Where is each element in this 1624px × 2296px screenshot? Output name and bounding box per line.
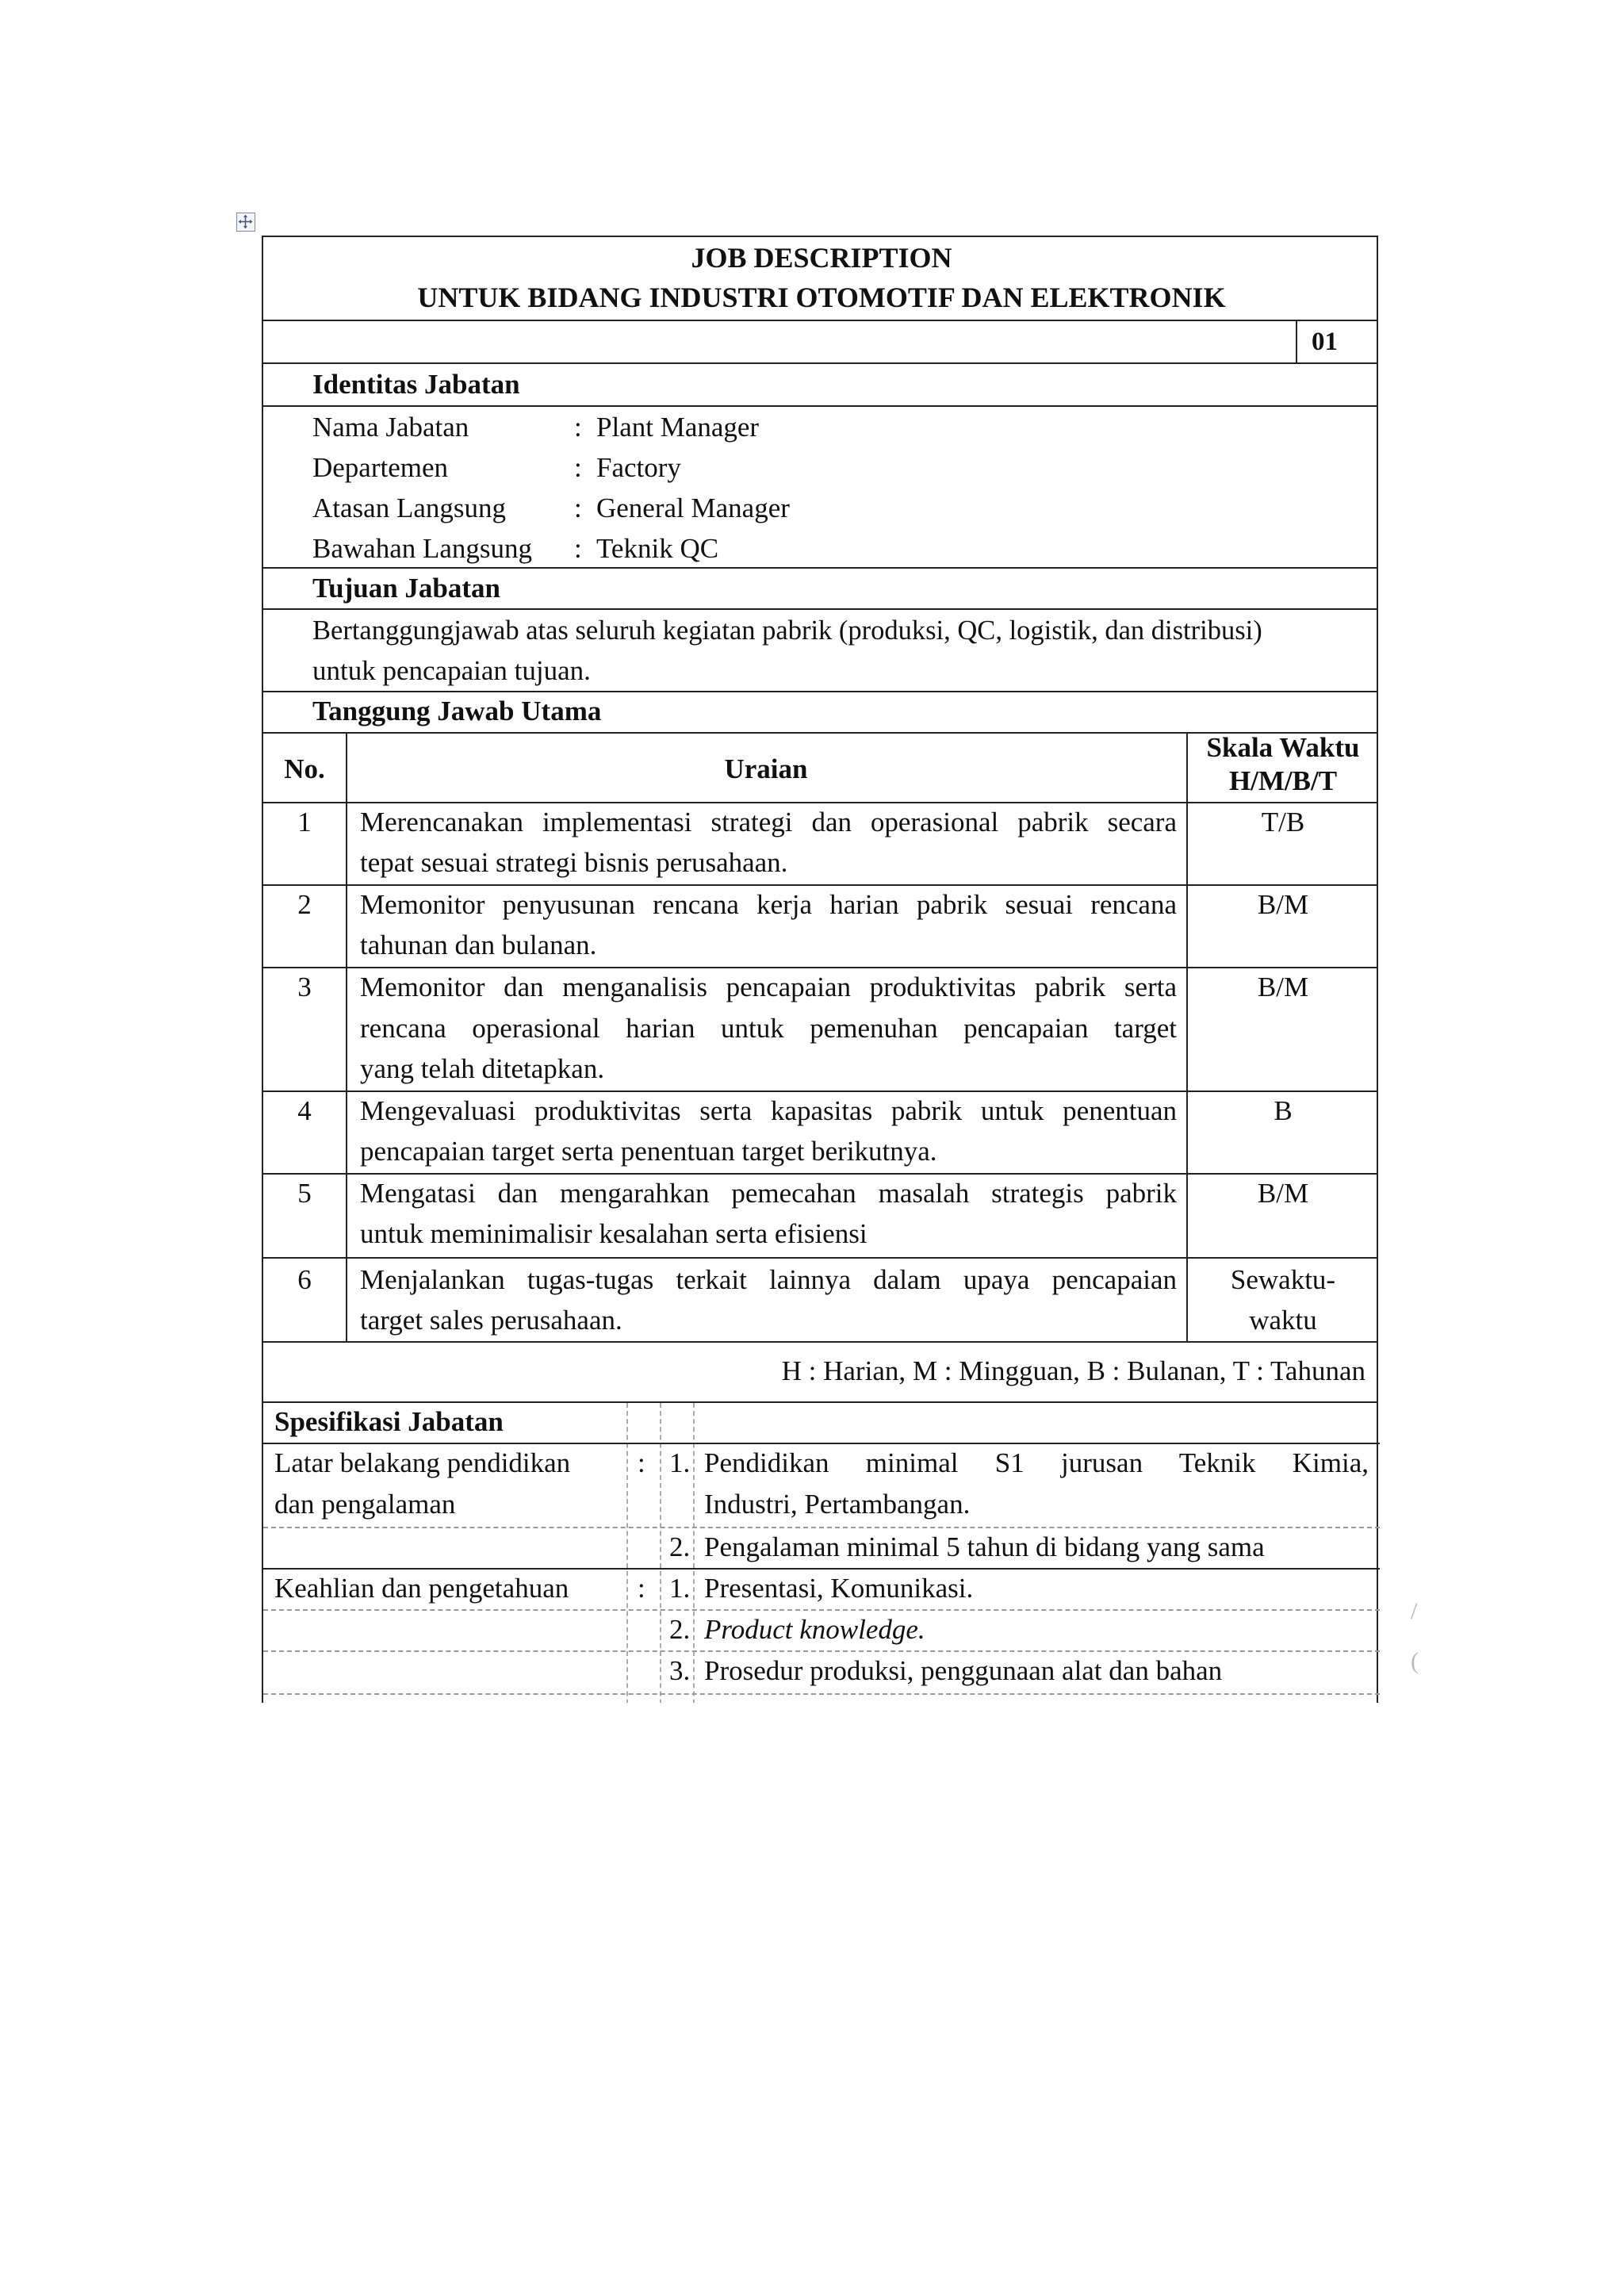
row-text: target sales perusahaan. (360, 1305, 622, 1336)
table-row (262, 1257, 1378, 1343)
row-text: Mengatasi dan mengarahkan pemecahan masalah strategis pabrik (360, 1178, 1177, 1209)
row-number: 4 (297, 1095, 312, 1126)
job-description-document (262, 236, 1380, 1703)
spec-item-number: 2. (669, 1614, 691, 1645)
identitas-heading-row (262, 362, 1378, 407)
spec-colon: : (638, 1573, 645, 1604)
row-text: Menjalankan tugas-tugas terkait lainnya dalam upaya pencapaian (360, 1264, 1177, 1295)
spesifikasi-section (262, 1401, 1378, 1703)
header-uraian: Uraian (724, 753, 808, 784)
row-text: pencapaian target serta penentuan target berikutnya. (360, 1136, 937, 1167)
header-no: No. (284, 753, 325, 784)
field-label: Atasan Langsung (312, 493, 506, 523)
header-skala: Skala Waktu (1206, 732, 1360, 763)
spec-item-number: 1. (669, 1447, 691, 1478)
spec-item-text: Industri, Pertambangan. (704, 1489, 971, 1520)
row-text: Merencanakan implementasi strategi dan operasional pabrik secara (360, 807, 1177, 838)
time-scale-legend: H : Harian, M : Mingguan, B : Bulanan, T : Tahunan (781, 1355, 1365, 1386)
spec-item-text: Pendidikan minimal S1 jurusan Teknik Kimia, (704, 1447, 1369, 1478)
row-text: rencana operasional harian untuk pemenuhan pencapaian target (360, 1013, 1177, 1044)
table-row (262, 884, 1378, 968)
field-label: Bawahan Langsung (312, 533, 533, 564)
row-text: yang telah ditetapkan. (360, 1053, 605, 1084)
spesifikasi-heading: Spesifikasi Jabatan (274, 1406, 504, 1437)
row-text: Mengevaluasi produktivitas serta kapasitas pabrik untuk penentuan (360, 1095, 1177, 1126)
tujuan-heading-row (262, 567, 1378, 610)
row-number: 3 (297, 972, 312, 1002)
row-text: Memonitor penyusunan rencana kerja harian pabrik sesuai rencana (360, 889, 1177, 920)
row-text: tepat sesuai strategi bisnis perusahaan. (360, 847, 788, 878)
field-colon: : (574, 452, 582, 483)
row-text: tahunan dan bulanan. (360, 930, 597, 960)
row-text: Memonitor dan menganalisis pencapaian produktivitas pabrik serta (360, 972, 1177, 1002)
row-number: 2 (297, 889, 312, 920)
identitas-fields (262, 405, 1378, 569)
field-colon: : (574, 533, 582, 564)
spec-item-text: Presentasi, Komunikasi. (704, 1573, 974, 1604)
legend-row (262, 1341, 1378, 1403)
tanggung-jawab-header-row (262, 732, 1378, 803)
spec-item-text: Pengalaman minimal 5 tahun di bidang yang sama (704, 1531, 1265, 1562)
doc-title: JOB DESCRIPTION (691, 242, 952, 274)
identitas-heading: Identitas Jabatan (312, 369, 520, 400)
row-skala: B/M (1257, 1178, 1309, 1209)
spec-colon: : (638, 1447, 645, 1478)
row-skala: B/M (1257, 972, 1309, 1002)
field-value: Plant Manager (596, 412, 760, 443)
table-row (262, 1091, 1378, 1175)
row-skala: T/B (1261, 807, 1305, 838)
tujuan-line: untuk pencapaian tujuan. (312, 655, 591, 686)
row-number: 5 (297, 1178, 312, 1209)
spec-label: dan pengalaman (274, 1489, 456, 1520)
field-value: General Manager (596, 493, 790, 523)
margin-mark: ( (1411, 1648, 1419, 1674)
table-row (262, 1173, 1378, 1259)
table-row (262, 967, 1378, 1092)
tanggung-jawab-heading: Tanggung Jawab Utama (312, 696, 602, 726)
field-value: Teknik QC (596, 533, 719, 564)
row-number: 6 (297, 1264, 312, 1295)
table-move-handle[interactable] (236, 213, 255, 232)
field-colon: : (574, 493, 582, 523)
field-colon: : (574, 412, 582, 443)
row-skala: Sewaktu- (1230, 1264, 1336, 1295)
spec-item-text: Prosedur produksi, penggunaan alat dan bahan (704, 1655, 1223, 1686)
spec-item-text: Product knowledge. (704, 1614, 925, 1645)
spec-item-number: 3. (669, 1655, 691, 1686)
row-skala: waktu (1249, 1305, 1317, 1336)
title-block (262, 236, 1378, 321)
field-label: Nama Jabatan (312, 412, 469, 443)
tanggung-jawab-heading-row (262, 691, 1378, 734)
table-row (262, 802, 1378, 886)
margin-mark: / (1411, 1598, 1418, 1624)
row-skala: B (1274, 1095, 1293, 1126)
tujuan-line: Bertanggungjawab atas seluruh kegiatan pabrik (produksi, QC, logistik, dan distribusi) (312, 615, 1262, 646)
doc-number-row (262, 320, 1378, 364)
row-text: untuk meminimalisir kesalahan serta efisiensi (360, 1218, 868, 1249)
doc-number: 01 (1312, 328, 1338, 356)
header-skala-code: H/M/B/T (1228, 765, 1338, 796)
field-label: Departemen (312, 452, 449, 483)
spec-item-number: 2. (669, 1531, 691, 1562)
spec-label: Latar belakang pendidikan (274, 1447, 571, 1478)
tujuan-text-row (262, 608, 1378, 692)
row-number: 1 (297, 807, 312, 838)
row-skala: B/M (1257, 889, 1309, 920)
field-value: Factory (596, 452, 681, 483)
doc-subtitle: UNTUK BIDANG INDUSTRI OTOMOTIF DAN ELEKTRONIK (417, 282, 1226, 313)
move-icon (237, 213, 254, 230)
spec-label: Keahlian dan pengetahuan (274, 1573, 569, 1604)
tujuan-heading: Tujuan Jabatan (312, 573, 501, 604)
spec-item-number: 1. (669, 1573, 691, 1604)
